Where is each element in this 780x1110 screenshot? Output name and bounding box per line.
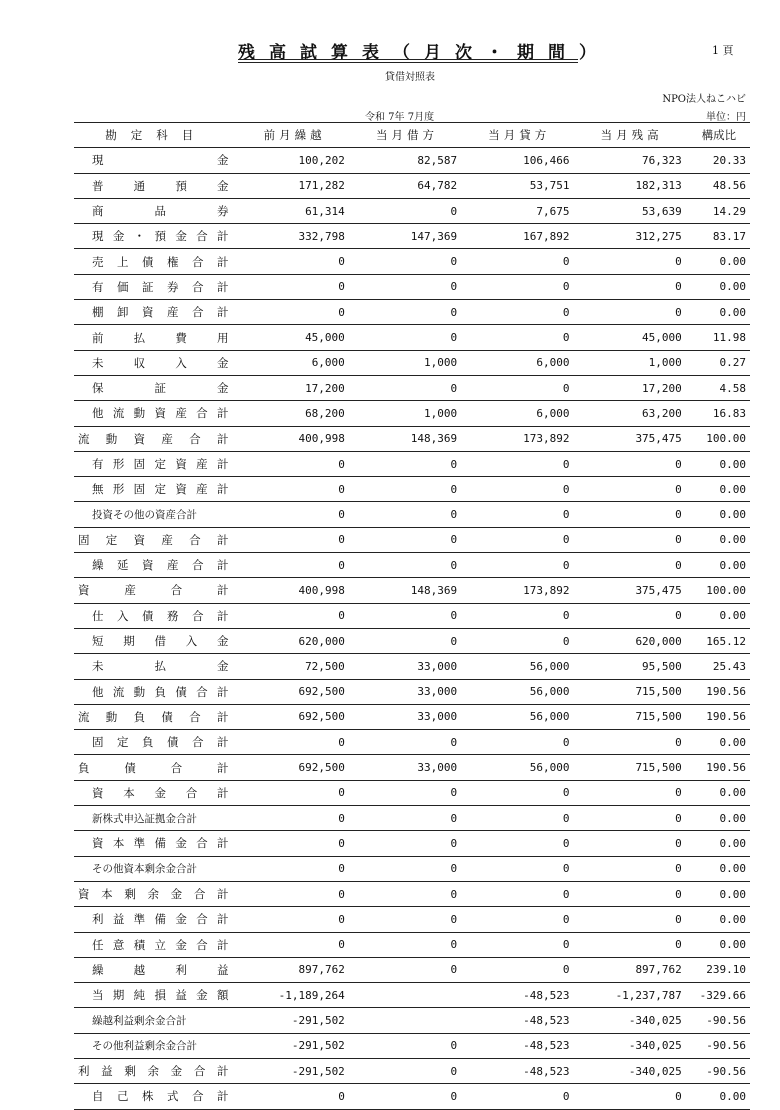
ratio-cell: 0.00: [688, 780, 750, 805]
table-row: [74, 325, 750, 350]
prev-balance-cell: 692,500: [238, 679, 350, 704]
balance-cell: 0: [575, 300, 687, 325]
balance-cell: 95,500: [575, 654, 687, 679]
credit-cell: 0: [463, 274, 575, 299]
ratio-cell: 100.00: [688, 578, 750, 603]
account-name-cell: 繰越利益: [74, 957, 238, 982]
credit-cell: 0: [463, 451, 575, 476]
account-name-cell: 新株式申込証拠金合計: [74, 806, 238, 831]
balance-cell: 375,475: [575, 426, 687, 451]
debit-cell: 0: [351, 907, 463, 932]
prev-balance-cell: 0: [238, 451, 350, 476]
account-name-cell: 任意積立金合計: [74, 932, 238, 957]
title-underline: [238, 59, 578, 60]
credit-cell: 173,892: [463, 426, 575, 451]
table-row: [74, 578, 750, 603]
debit-cell: 0: [351, 856, 463, 881]
prev-balance-cell: 0: [238, 502, 350, 527]
balance-cell: 0: [575, 907, 687, 932]
table-row: [74, 173, 750, 198]
table-row: [74, 451, 750, 476]
account-name-cell: その他資本剰余金合計: [74, 856, 238, 881]
balance-cell: 0: [575, 502, 687, 527]
account-name-cell: 有価証券合計: [74, 274, 238, 299]
ratio-cell: 11.98: [688, 325, 750, 350]
prev-balance-cell: 6,000: [238, 350, 350, 375]
balance-cell: 1,000: [575, 350, 687, 375]
table-row: [74, 527, 750, 552]
ratio-cell: 190.56: [688, 704, 750, 729]
column-header-credit: 当月貸方: [463, 123, 575, 148]
balance-cell: 0: [575, 932, 687, 957]
ratio-cell: 0.00: [688, 1084, 750, 1109]
ratio-cell: 0.00: [688, 730, 750, 755]
credit-cell: 0: [463, 806, 575, 831]
table-row: [74, 502, 750, 527]
prev-balance-cell: 332,798: [238, 224, 350, 249]
table-header-row: [74, 123, 750, 148]
prev-balance-cell: -291,502: [238, 1033, 350, 1058]
column-header-account: 勘定科目: [74, 123, 238, 148]
debit-cell: 1,000: [351, 401, 463, 426]
credit-cell: 0: [463, 502, 575, 527]
debit-cell: 0: [351, 831, 463, 856]
table-row: [74, 1084, 750, 1109]
credit-cell: 0: [463, 881, 575, 906]
table-row: [74, 755, 750, 780]
prev-balance-cell: 692,500: [238, 704, 350, 729]
report-period: 令和 7年 7月度: [365, 112, 435, 123]
account-name-cell: 流動負債合計: [74, 704, 238, 729]
account-name-cell: 利益準備金合計: [74, 907, 238, 932]
debit-cell: 0: [351, 957, 463, 982]
balance-cell: 620,000: [575, 628, 687, 653]
table-row: [74, 553, 750, 578]
table-row: [74, 1058, 750, 1083]
credit-cell: 56,000: [463, 679, 575, 704]
debit-cell: 0: [351, 198, 463, 223]
table-row: [74, 148, 750, 173]
debit-cell: 0: [351, 553, 463, 578]
ratio-cell: 0.00: [688, 881, 750, 906]
ratio-cell: 100.00: [688, 426, 750, 451]
debit-cell: 0: [351, 451, 463, 476]
account-name-cell: 資本金合計: [74, 780, 238, 805]
prev-balance-cell: -1,189,264: [238, 983, 350, 1008]
ratio-cell: 0.27: [688, 350, 750, 375]
ratio-cell: 0.00: [688, 502, 750, 527]
table-row: [74, 907, 750, 932]
column-header-balance: 当月残高: [575, 123, 687, 148]
ratio-cell: -90.56: [688, 1008, 750, 1033]
credit-cell: 53,751: [463, 173, 575, 198]
prev-balance-cell: 400,998: [238, 578, 350, 603]
prev-balance-cell: -291,502: [238, 1058, 350, 1083]
account-name-cell: 負債合計: [74, 755, 238, 780]
account-name-cell: 売上債権合計: [74, 249, 238, 274]
credit-cell: 0: [463, 325, 575, 350]
balance-cell: 0: [575, 603, 687, 628]
table-row: [74, 932, 750, 957]
table-row: [74, 1008, 750, 1033]
table-row: [74, 957, 750, 982]
balance-cell: 53,639: [575, 198, 687, 223]
prev-balance-cell: 0: [238, 300, 350, 325]
balance-cell: 715,500: [575, 679, 687, 704]
table-row: [74, 401, 750, 426]
credit-cell: 0: [463, 300, 575, 325]
page-number: 1 頁: [712, 44, 734, 57]
ratio-cell: 0.00: [688, 806, 750, 831]
prev-balance-cell: 0: [238, 553, 350, 578]
credit-cell: 0: [463, 553, 575, 578]
table-row: [74, 249, 750, 274]
prev-balance-cell: 0: [238, 603, 350, 628]
account-name-cell: 自己株式合計: [74, 1084, 238, 1109]
balance-cell: 0: [575, 806, 687, 831]
ratio-cell: 20.33: [688, 148, 750, 173]
balance-cell: 0: [575, 1084, 687, 1109]
prev-balance-cell: 0: [238, 881, 350, 906]
account-name-cell: その他利益剰余金合計: [74, 1033, 238, 1058]
table-row: [74, 831, 750, 856]
ratio-cell: 4.58: [688, 375, 750, 400]
balance-cell: 182,313: [575, 173, 687, 198]
table-row: [74, 881, 750, 906]
debit-cell: 0: [351, 375, 463, 400]
credit-cell: 0: [463, 375, 575, 400]
debit-cell: 0: [351, 502, 463, 527]
ratio-cell: 190.56: [688, 679, 750, 704]
ratio-cell: 0.00: [688, 831, 750, 856]
ratio-cell: 0.00: [688, 907, 750, 932]
balance-cell: 375,475: [575, 578, 687, 603]
prev-balance-cell: 100,202: [238, 148, 350, 173]
prev-balance-cell: 400,998: [238, 426, 350, 451]
currency-unit: 単位：円: [706, 112, 746, 123]
prev-balance-cell: 0: [238, 856, 350, 881]
account-name-cell: 当期純損益金額: [74, 983, 238, 1008]
prev-balance-cell: 897,762: [238, 957, 350, 982]
ratio-cell: -90.56: [688, 1058, 750, 1083]
prev-balance-cell: -291,502: [238, 1008, 350, 1033]
prev-balance-cell: 0: [238, 274, 350, 299]
table-row: [74, 730, 750, 755]
table-row: [74, 679, 750, 704]
debit-cell: 0: [351, 325, 463, 350]
balance-cell: 715,500: [575, 704, 687, 729]
credit-cell: 106,466: [463, 148, 575, 173]
ratio-cell: 14.29: [688, 198, 750, 223]
table-row: [74, 628, 750, 653]
account-name-cell: 投資その他の資産合計: [74, 502, 238, 527]
debit-cell: 0: [351, 806, 463, 831]
prev-balance-cell: 0: [238, 249, 350, 274]
account-name-cell: 未収入金: [74, 350, 238, 375]
account-name-cell: 棚卸資産合計: [74, 300, 238, 325]
debit-cell: 0: [351, 628, 463, 653]
ratio-cell: 0.00: [688, 527, 750, 552]
account-name-cell: 資本準備金合計: [74, 831, 238, 856]
ratio-cell: 0.00: [688, 300, 750, 325]
table-row: [74, 806, 750, 831]
account-name-cell: 他流動負債合計: [74, 679, 238, 704]
credit-cell: 6,000: [463, 401, 575, 426]
balance-cell: 0: [575, 249, 687, 274]
prev-balance-cell: 171,282: [238, 173, 350, 198]
debit-cell: 0: [351, 1033, 463, 1058]
balance-cell: -340,025: [575, 1008, 687, 1033]
debit-cell: 0: [351, 477, 463, 502]
credit-cell: 7,675: [463, 198, 575, 223]
debit-cell: 147,369: [351, 224, 463, 249]
ratio-cell: 25.43: [688, 654, 750, 679]
credit-cell: 0: [463, 831, 575, 856]
balance-cell: 76,323: [575, 148, 687, 173]
balance-cell: 63,200: [575, 401, 687, 426]
credit-cell: 0: [463, 527, 575, 552]
balance-cell: -340,025: [575, 1058, 687, 1083]
account-name-cell: 繰延資産合計: [74, 553, 238, 578]
balance-cell: 0: [575, 730, 687, 755]
ratio-cell: 16.83: [688, 401, 750, 426]
account-name-cell: 短期借入金: [74, 628, 238, 653]
account-name-cell: 現金: [74, 148, 238, 173]
prev-balance-cell: 0: [238, 780, 350, 805]
column-header-debit: 当月借方: [351, 123, 463, 148]
credit-cell: 167,892: [463, 224, 575, 249]
ratio-cell: 190.56: [688, 755, 750, 780]
debit-cell: 0: [351, 1084, 463, 1109]
debit-cell: 0: [351, 730, 463, 755]
prev-balance-cell: 692,500: [238, 755, 350, 780]
debit-cell: 0: [351, 780, 463, 805]
ratio-cell: 0.00: [688, 932, 750, 957]
credit-cell: 56,000: [463, 654, 575, 679]
account-name-cell: 商品券: [74, 198, 238, 223]
account-name-cell: 資本剰余金合計: [74, 881, 238, 906]
account-name-cell: 繰越利益剰余金合計: [74, 1008, 238, 1033]
balance-cell: 0: [575, 451, 687, 476]
table-row: [74, 1033, 750, 1058]
balance-cell: 0: [575, 274, 687, 299]
balance-cell: 0: [575, 856, 687, 881]
column-header-ratio: 構成比: [688, 123, 750, 148]
debit-cell: 33,000: [351, 679, 463, 704]
table-row: [74, 426, 750, 451]
balance-cell: 0: [575, 881, 687, 906]
prev-balance-cell: 0: [238, 1084, 350, 1109]
debit-cell: 33,000: [351, 755, 463, 780]
prev-balance-cell: 0: [238, 477, 350, 502]
table-row: [74, 350, 750, 375]
credit-cell: 56,000: [463, 755, 575, 780]
credit-cell: -48,523: [463, 1033, 575, 1058]
credit-cell: 0: [463, 932, 575, 957]
balance-cell: 0: [575, 831, 687, 856]
ratio-cell: 48.56: [688, 173, 750, 198]
debit-cell: 33,000: [351, 704, 463, 729]
table-row: [74, 780, 750, 805]
credit-cell: 0: [463, 907, 575, 932]
debit-cell: 0: [351, 1058, 463, 1083]
table-row: [74, 224, 750, 249]
account-name-cell: 利益剰余金合計: [74, 1058, 238, 1083]
credit-cell: 0: [463, 249, 575, 274]
table-row: [74, 983, 750, 1008]
balance-cell: 312,275: [575, 224, 687, 249]
debit-cell: 148,369: [351, 426, 463, 451]
prev-balance-cell: 0: [238, 730, 350, 755]
account-name-cell: 他流動資産合計: [74, 401, 238, 426]
table-row: [74, 375, 750, 400]
ratio-cell: 0.00: [688, 249, 750, 274]
account-name-cell: 固定資産合計: [74, 527, 238, 552]
debit-cell: 0: [351, 527, 463, 552]
prev-balance-cell: 0: [238, 907, 350, 932]
credit-cell: 173,892: [463, 578, 575, 603]
credit-cell: 0: [463, 856, 575, 881]
debit-cell: [351, 1008, 463, 1033]
debit-cell: 0: [351, 300, 463, 325]
balance-cell: 897,762: [575, 957, 687, 982]
prev-balance-cell: 620,000: [238, 628, 350, 653]
ratio-cell: 83.17: [688, 224, 750, 249]
ratio-cell: -329.66: [688, 983, 750, 1008]
prev-balance-cell: 0: [238, 527, 350, 552]
balance-cell: 0: [575, 477, 687, 502]
table-row: [74, 300, 750, 325]
prev-balance-cell: 0: [238, 831, 350, 856]
account-name-cell: 普通預金: [74, 173, 238, 198]
column-header-prev-balance: 前月繰越: [238, 123, 350, 148]
account-name-cell: 流動資産合計: [74, 426, 238, 451]
debit-cell: 1,000: [351, 350, 463, 375]
prev-balance-cell: 17,200: [238, 375, 350, 400]
table-row: [74, 654, 750, 679]
ratio-cell: 0.00: [688, 856, 750, 881]
prev-balance-cell: 72,500: [238, 654, 350, 679]
debit-cell: 33,000: [351, 654, 463, 679]
credit-cell: 0: [463, 780, 575, 805]
credit-cell: 0: [463, 477, 575, 502]
account-name-cell: 保証金: [74, 375, 238, 400]
balance-cell: -340,025: [575, 1033, 687, 1058]
table-row: [74, 274, 750, 299]
account-name-cell: 仕入債務合計: [74, 603, 238, 628]
account-name-cell: 無形固定資産計: [74, 477, 238, 502]
organization-name: NPO法人ねこハビ: [662, 94, 746, 105]
ratio-cell: 165.12: [688, 628, 750, 653]
ratio-cell: -90.56: [688, 1033, 750, 1058]
balance-cell: 715,500: [575, 755, 687, 780]
table-row: [74, 198, 750, 223]
ratio-cell: 0.00: [688, 451, 750, 476]
table-row: [74, 856, 750, 881]
table-row: [74, 704, 750, 729]
debit-cell: 0: [351, 603, 463, 628]
prev-balance-cell: 0: [238, 806, 350, 831]
report-title: 残高試算表（月次・期間）: [238, 43, 610, 63]
account-name-cell: 固定負債合計: [74, 730, 238, 755]
prev-balance-cell: 61,314: [238, 198, 350, 223]
account-name-cell: 未払金: [74, 654, 238, 679]
credit-cell: 6,000: [463, 350, 575, 375]
balance-cell: 0: [575, 780, 687, 805]
prev-balance-cell: 68,200: [238, 401, 350, 426]
ratio-cell: 0.00: [688, 603, 750, 628]
ratio-cell: 0.00: [688, 553, 750, 578]
account-name-cell: 前払費用: [74, 325, 238, 350]
credit-cell: -48,523: [463, 1008, 575, 1033]
table-row: [74, 477, 750, 502]
debit-cell: 0: [351, 274, 463, 299]
balance-cell: 0: [575, 553, 687, 578]
credit-cell: 56,000: [463, 704, 575, 729]
credit-cell: 0: [463, 957, 575, 982]
report-subtitle: 貸借対照表: [385, 72, 435, 83]
balance-cell: -1,237,787: [575, 983, 687, 1008]
account-name-cell: 資産合計: [74, 578, 238, 603]
credit-cell: 0: [463, 730, 575, 755]
debit-cell: 0: [351, 932, 463, 957]
debit-cell: 148,369: [351, 578, 463, 603]
prev-balance-cell: 45,000: [238, 325, 350, 350]
credit-cell: -48,523: [463, 983, 575, 1008]
balance-cell: 0: [575, 527, 687, 552]
table-row: [74, 603, 750, 628]
debit-cell: 0: [351, 249, 463, 274]
ratio-cell: 239.10: [688, 957, 750, 982]
credit-cell: 0: [463, 628, 575, 653]
debit-cell: 64,782: [351, 173, 463, 198]
trial-balance-table: [74, 122, 750, 1110]
credit-cell: 0: [463, 603, 575, 628]
debit-cell: 82,587: [351, 148, 463, 173]
debit-cell: [351, 983, 463, 1008]
title-underline-double: [238, 62, 578, 63]
prev-balance-cell: 0: [238, 932, 350, 957]
ratio-cell: 0.00: [688, 477, 750, 502]
debit-cell: 0: [351, 881, 463, 906]
balance-cell: 45,000: [575, 325, 687, 350]
credit-cell: -48,523: [463, 1058, 575, 1083]
credit-cell: 0: [463, 1084, 575, 1109]
account-name-cell: 現金・預金合計: [74, 224, 238, 249]
account-name-cell: 有形固定資産計: [74, 451, 238, 476]
balance-cell: 17,200: [575, 375, 687, 400]
ratio-cell: 0.00: [688, 274, 750, 299]
